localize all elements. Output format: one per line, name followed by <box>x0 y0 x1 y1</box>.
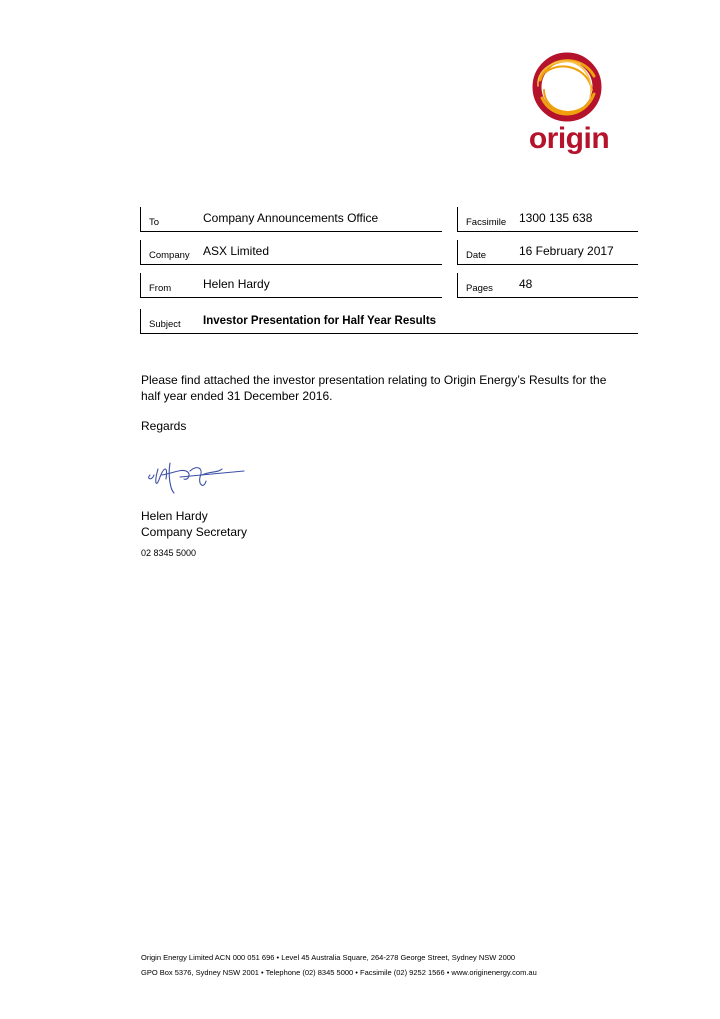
to-field <box>140 207 442 232</box>
subject-field <box>140 309 638 334</box>
company-value: ASX Limited <box>203 244 270 258</box>
pages-label: Pages <box>466 283 493 294</box>
signature-image <box>140 455 250 495</box>
footer-line-2: GPO Box 5376, Sydney NSW 2001 • Telephone (02) 8345 5000 • Facsimile (02) 9252 1566 • www.originenergy.com.au <box>141 968 537 977</box>
body-line-1: Please find attached the investor presentation relating to Origin Energy’s Results for the <box>141 373 607 387</box>
origin-logo <box>522 50 612 162</box>
facsimile-value: 1300 135 638 <box>519 211 593 225</box>
date-label: Date <box>466 250 487 261</box>
pages-field <box>457 273 638 298</box>
origin-logo-word: origin <box>528 122 610 155</box>
company-label: Company <box>149 250 190 261</box>
from-label: From <box>149 283 172 294</box>
signer-title: Company Secretary <box>141 525 248 539</box>
facsimile-field <box>457 207 638 232</box>
pages-value: 48 <box>519 277 533 291</box>
facsimile-label: Facsimile <box>466 217 507 228</box>
date-value: 16 February 2017 <box>519 244 614 258</box>
company-field <box>140 240 442 265</box>
body-paragraph <box>141 372 606 404</box>
contact-phone: 02 8345 5000 <box>141 548 197 558</box>
regards-text: Regards <box>141 419 187 433</box>
footer <box>141 950 537 980</box>
to-value: Company Announcements Office <box>203 211 379 225</box>
origin-logo-mark <box>522 50 612 130</box>
body-line-2: half year ended 31 December 2016. <box>141 389 333 403</box>
signer-block <box>141 508 247 540</box>
to-label: To <box>149 217 160 228</box>
subject-label: Subject <box>149 319 181 330</box>
from-value: Helen Hardy <box>203 277 270 291</box>
from-field <box>140 273 442 298</box>
subject-value: Investor Presentation for Half Year Results <box>203 315 437 327</box>
footer-line-1: Origin Energy Limited ACN 000 051 696 • Level 45 Australia Square, 264-278 George Street, Sydney NSW 2000 <box>141 953 516 962</box>
date-field <box>457 240 638 265</box>
signer-name: Helen Hardy <box>141 509 208 523</box>
